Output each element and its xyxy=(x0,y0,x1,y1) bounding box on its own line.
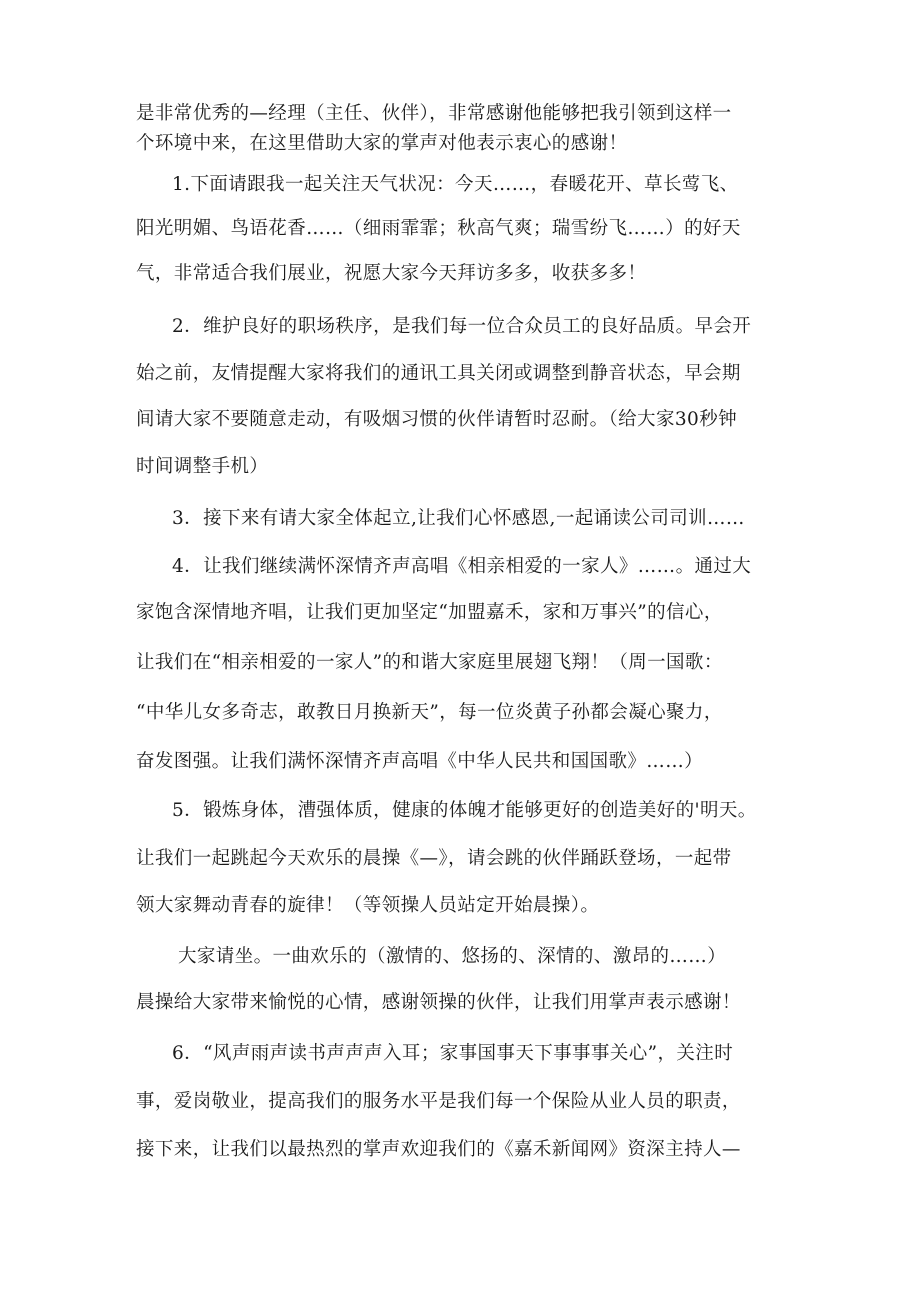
text-line: 5．锻炼身体，漕强体质，健康的体魄才能够更好的创造美好的'明天。 xyxy=(172,800,757,821)
text-line: 领大家舞动青春的旋律！（等领操人员站定开始晨操）。 xyxy=(136,895,600,916)
text-line: 接下来，让我们以最热烈的掌声欢迎我们的《嘉禾新闻网》资深主持人— xyxy=(136,1139,741,1160)
text-line: 间请大家不要随意走动，有吸烟习惯的伙伴请暂时忍耐。（给大家30秒钟 xyxy=(136,409,737,430)
text-line: 家饱含深情地齐唱，让我们更加坚定“加盟嘉禾，家和万事兴”的信心， xyxy=(136,602,723,623)
text-line: 始之前，友情提醒大家将我们的通讯工具关闭或调整到静音状态，早会期 xyxy=(136,363,741,384)
text-line: 奋发图强。让我们满怀深情齐声高唱《中华人民共和国国歌》……） xyxy=(136,751,704,772)
text-line: 让我们在“相亲相爱的一家人”的和谐大家庭里展翅飞翔！（周一国歌： xyxy=(136,652,723,673)
text-line: 气，非常适合我们展业，祝愿大家今天拜访多多，收获多多！ xyxy=(136,263,647,284)
text-line: 阳光明媚、鸟语花香……（细雨霏霏；秋高气爽；瑞雪纷飞……）的好天 xyxy=(136,218,741,239)
text-line: 6．“风声雨声读书声声声入耳；家事国事天下事事事关心”，关注时 xyxy=(172,1043,734,1064)
text-line: 4．让我们继续满怀深情齐声高唱《相亲相爱的一家人》……。通过大 xyxy=(172,556,752,577)
text-line: 个环境中来，在这里借助大家的掌声对他表示衷心的感谢！ xyxy=(136,133,628,154)
text-line: 晨操给大家带来愉悦的心情，感谢领操的伙伴，让我们用掌声表示感谢！ xyxy=(136,992,741,1013)
text-line: “中华儿女多奇志，敢教日月换新天”，每一位炎黄子孙都会凝心聚力， xyxy=(136,702,723,723)
text-line: 事，爱岗敬业，提高我们的服务水平是我们每一个保险从业人员的职责， xyxy=(136,1091,741,1112)
text-line: 1.下面请跟我一起关注天气状况：今天……，春暖花开、草长莺飞、 xyxy=(172,174,739,195)
text-line: 时间调整手机） xyxy=(136,456,269,477)
text-line: 是非常优秀的—经理（主任、伙伴），非常感谢他能够把我引领到这样一 xyxy=(136,103,732,124)
text-line: 大家请坐。一曲欢乐的（激情的、悠扬的、深情的、激昂的……） xyxy=(178,946,727,967)
text-line: 让我们一起跳起今天欢乐的晨操《—》，请会跳的伙伴踊跃登场，一起带 xyxy=(136,848,732,869)
text-line: 2．维护良好的职场秩序，是我们每一位合众员工的良好品质。早会开 xyxy=(172,316,752,337)
text-line: 3．接下来有请大家全体起立,让我们心怀感恩,一起诵读公司司训…… xyxy=(172,508,745,529)
